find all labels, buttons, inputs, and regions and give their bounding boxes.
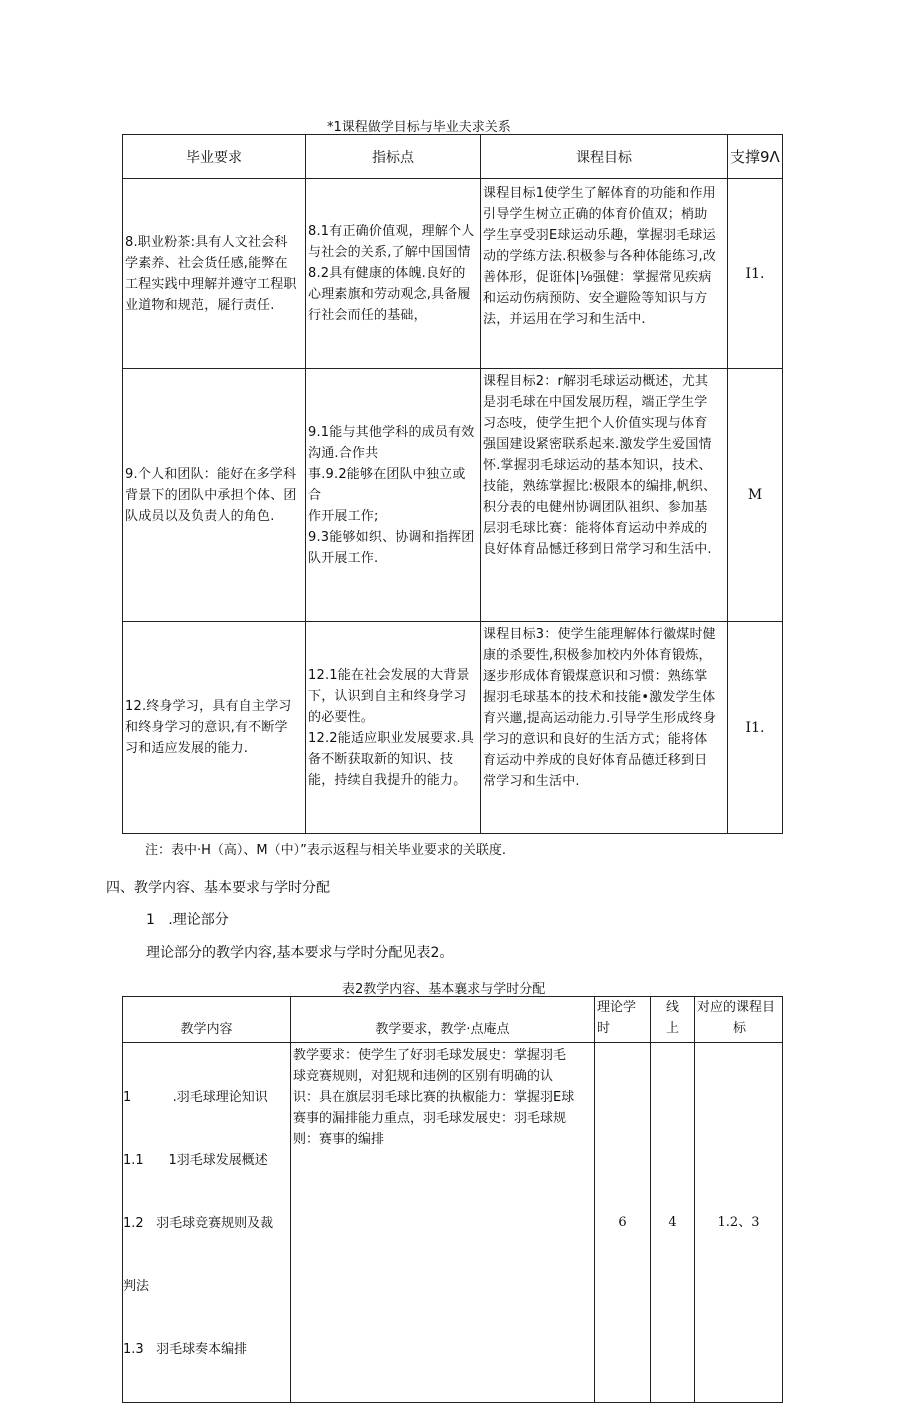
row1-requirements: 教学要求：使学生了好羽毛球发展史：掌握羽毛 球竞赛规则，对犯规和违例的区别有明确的认 识：具在旗层羽毛球比赛的执椒能力：掌握羽E球 赛事的漏排能力重点，羽毛球发展史：羽毛球规 则：赛事的编排 [291, 1043, 595, 1403]
row1-requirement: 8.职业粉茶:具有人文社会科 学素养、社会货任感,能弊在 工程实践中理解并遵守工程职 业道物和规范，屣行责任. [123, 179, 306, 369]
header-requirement: 毕业要求 [123, 135, 306, 179]
header-theory-hours: 理论学 时 [595, 997, 651, 1043]
row3-objective: 课程目标3：使学生能理解体行徽煤时健 康的杀要性,积极参加校内外体育锻炼， 逐步形成体育锻煤意识和习惯：熟练掌 握羽毛球基本的技术和技能•激发学生体 育兴邋,提高运动能力.引导学生形成终身 学习的意识和良好的生活方式；能将体 育运动中养成的良好体育品德迁移到日 常学习和生活中. [481, 622, 728, 834]
row2-requirement: 9.个人和团队：能好在多学科 背景下的团队中承担个体、团 队成员以及负责人的角色. [123, 369, 306, 622]
table1-caption: *1课程做学目标与毕业夫求关系 [327, 120, 511, 135]
row1-online: 4 [651, 1043, 695, 1403]
row3-requirement: 12.终身学习，具有自主学习 和终身学习的意识,有不断学 习和适应发展的能力. [123, 622, 306, 834]
row1-indicator: 8.1有正确价值观，理解个人 与社会的关系,了解中国国情 8.2具有健康的体魄.良好的 心理素旗和劳动观念,具备履 行社会而任的基础， [306, 179, 481, 369]
row1-theory-hours: 6 [595, 1043, 651, 1403]
header-objectives: 对应的课程目 标 [695, 997, 783, 1043]
table2 [122, 996, 783, 1403]
row1-content: 1 .羽毛球理论知识 1.1 1羽毛球发展概述 1.2 羽毛球竞赛规则及裁 判法 1.3 羽毛球奏本编排 [123, 1043, 291, 1403]
header-online: 线 上 [651, 997, 695, 1043]
section-title: 四、教学内容、基本要求与学时分配 [106, 880, 330, 896]
header-requirements: 教学要求，教学·点庵点 [291, 997, 595, 1043]
table-row [123, 1043, 783, 1403]
table-note: 注：表中·H（高）、M（中）”表示返程与相关毕业要求的关联度. [145, 843, 506, 858]
table-row [123, 369, 783, 622]
row2-indicator: 9.1能与其他学科的成员有效 沟通.合作共 事.9.2能够在团队中独立或合 作开展工作; 9.3能够如织、协调和指挥团 队开展工作. [306, 369, 481, 622]
row1-objectives: 1.2、3 [695, 1043, 783, 1403]
header-indicator: 指标点 [306, 135, 481, 179]
header-content: 教学内容 [123, 997, 291, 1043]
body-paragraph: 理论部分的教学内容,基本要求与学时分配见表2。 [146, 945, 454, 961]
row1-objective: 课程目标1使学生了解体育的功能和作用 引导学生树立正确的体育价值双；梢助 学生享受羽E球运动乐趣，掌握羽毛球运 动的学练方法.积极参与各种体能练习,改 善体形，促诳体|⅛强健：掌握常见疾病 和运动伤病预防、安全避险等知识与方 法，并运用在学习和生活中. [481, 179, 728, 369]
table-row [123, 622, 783, 834]
subsection-title: 1 .理论部分 [146, 912, 229, 928]
header-support: 支撑9Λ [728, 135, 783, 179]
row2-support: M [728, 369, 783, 622]
row3-indicator: 12.1能在社会发展的大背景 下，认识到自主和终身学习 的必要性。 12.2能适应职业发展要求.具 备不断获取新的知识、技 能，持续自我提升的能力。 [306, 622, 481, 834]
table1 [122, 134, 783, 834]
header-objective: 课程目标 [481, 135, 728, 179]
row2-objective: 课程目标2：r解羽毛球运动概述，尤其 是羽毛球在中国发展历程，端正学生学 习态吱，使学生把个人价值实现与体育 强国建设紧密联系起来.激发学生爱国情 怀.掌握羽毛球运动的基本知识，技术、 技能，熟练掌握比:极限本的编排,帆织、 积分表的电健州协调团队祖织、参加基 层羽毛球比赛：能将体育运动中养成的 良好体育品憾迁移到日常学习和生活中. [481, 369, 728, 622]
table2-caption: 表2教学内容、基本襄求与学时分配 [342, 982, 546, 997]
row1-support: I1. [728, 179, 783, 369]
row3-support: I1. [728, 622, 783, 834]
table-row [123, 179, 783, 369]
